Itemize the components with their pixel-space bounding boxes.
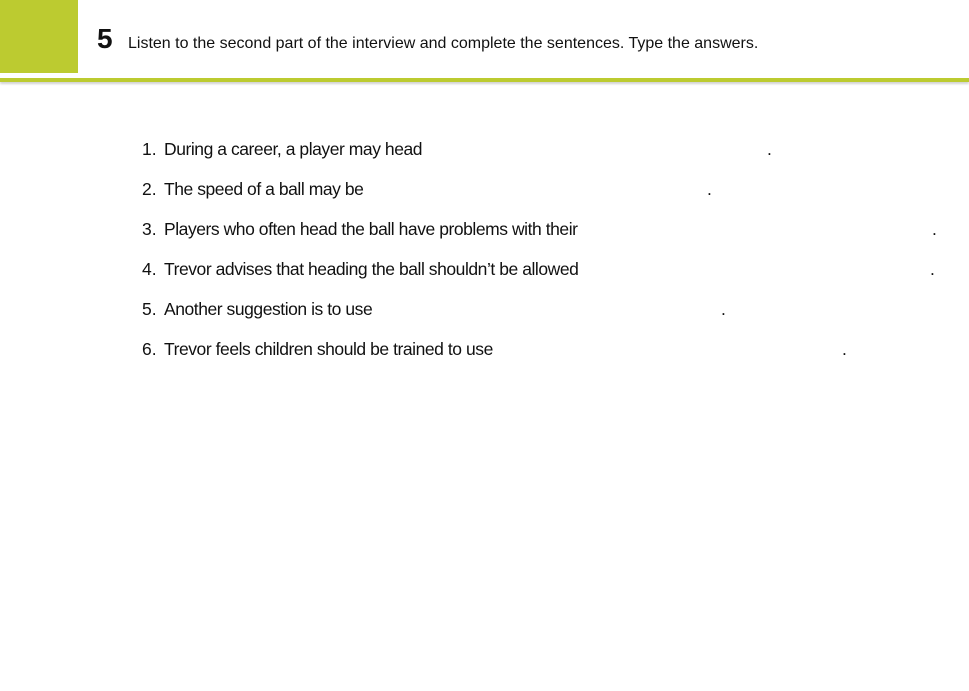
sentence-row xyxy=(142,136,962,176)
sentence-row xyxy=(142,296,962,336)
item-number: 2. xyxy=(142,179,157,199)
item-number: 6. xyxy=(142,339,157,359)
sentence-end: . xyxy=(767,139,772,159)
sentence-stem: During a career, a player may head xyxy=(164,139,423,159)
sentence-row xyxy=(142,176,962,216)
item-number: 3. xyxy=(142,219,157,239)
sentence-end: . xyxy=(842,339,847,359)
answer-input-2[interactable] xyxy=(374,178,708,202)
answer-input-1[interactable] xyxy=(434,138,768,162)
sentence-row xyxy=(142,336,962,376)
sentence-stem: The speed of a ball may be xyxy=(164,179,364,199)
answer-input-3[interactable] xyxy=(598,218,932,242)
answer-input-6[interactable] xyxy=(508,338,842,362)
item-number: 4. xyxy=(142,259,157,279)
sentence-row xyxy=(142,216,962,256)
header-accent-block xyxy=(0,0,78,73)
task-number: 5 xyxy=(97,23,113,54)
sentence-stem: Another suggestion is to use xyxy=(164,299,373,319)
answer-input-5[interactable] xyxy=(388,298,722,322)
header-divider xyxy=(0,78,969,82)
sentence-row xyxy=(142,256,962,296)
sentence-end: . xyxy=(707,179,712,199)
item-number: 5. xyxy=(142,299,157,319)
item-number: 1. xyxy=(142,139,157,159)
task-instruction: Listen to the second part of the interview and complete the sentences. Type the answers. xyxy=(128,35,759,52)
sentence-end: . xyxy=(930,259,935,279)
exercise-header xyxy=(0,0,969,83)
sentence-stem: Trevor advises that heading the ball shouldn’t be allowed xyxy=(164,259,579,279)
sentence-stem: Players who often head the ball have problems with their xyxy=(164,219,578,239)
answer-input-4[interactable] xyxy=(596,258,930,282)
sentence-end: . xyxy=(932,219,937,239)
sentence-list xyxy=(142,136,962,376)
sentence-stem: Trevor feels children should be trained to use xyxy=(164,339,493,359)
sentence-end: . xyxy=(721,299,726,319)
